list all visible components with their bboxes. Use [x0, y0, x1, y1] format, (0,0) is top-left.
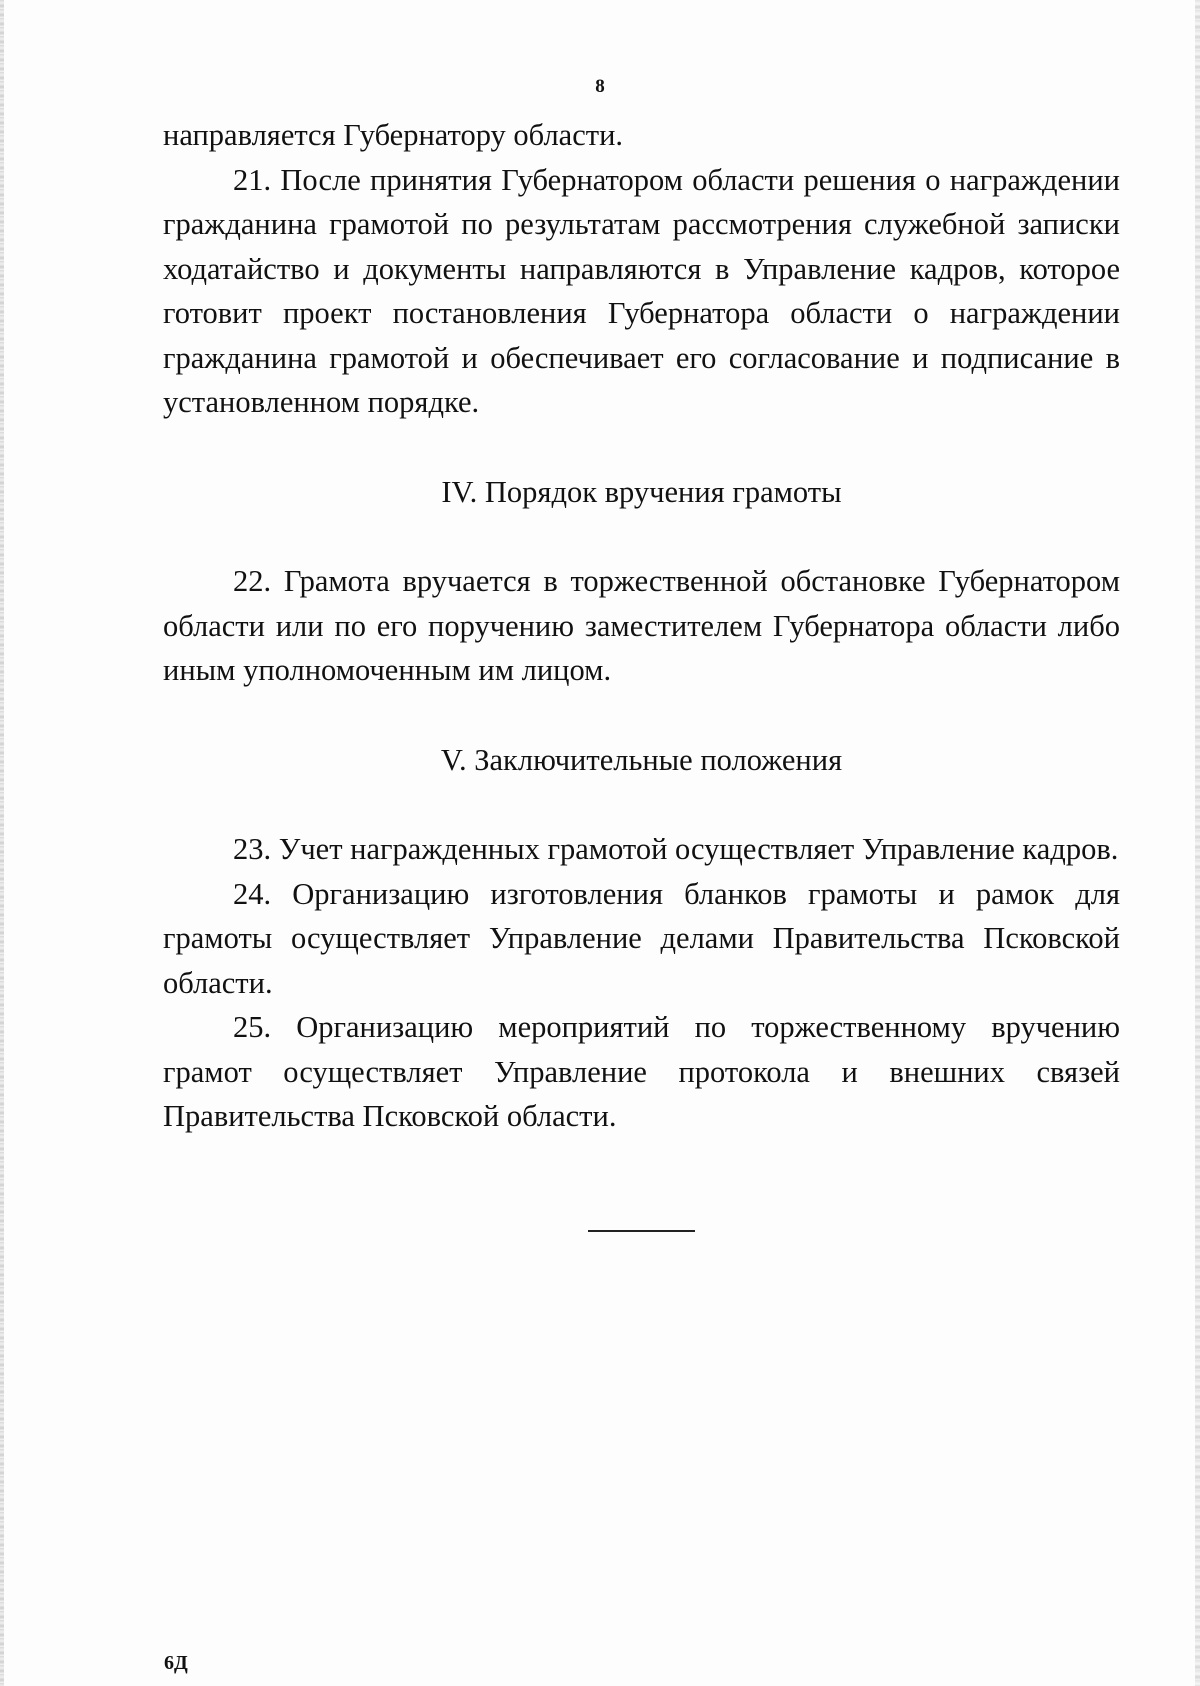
document-body	[163, 113, 1120, 1139]
paragraph-continuation: направляется Губернатору области.	[163, 118, 624, 152]
paragraph-24: 24. Организацию изготовления бланков грамоты и рамок для грамоты осуществляет Управление делами Правительства Псковской области.	[163, 876, 1120, 1000]
scan-edge-left	[0, 0, 4, 1686]
paragraph-22: 22. Грамота вручается в торжественной обстановке Губернатором области или по его поручению заместителем Губернатора области либо иным уполномоченным им лицом.	[163, 564, 1120, 687]
scan-edge-right	[1195, 0, 1200, 1686]
paragraph-23: 23. Учет награжденных грамотой осуществляет Управление кадров.	[233, 832, 1119, 866]
paragraph-25: 25. Организацию мероприятий по торжественному вручению грамот осуществляет Управление протокола и внешних связей Правительства Псковской области.	[163, 1010, 1120, 1133]
footer-code: 6Д	[164, 1652, 188, 1674]
section-heading-v: V. Заключительные положения	[440, 742, 843, 777]
paragraph-21: 21. После принятия Губернатором области решения о награждении гражданина грамотой по результатам рассмотрения служебной записки ходатайство и документы направляются в Управление кадров, которое готовит проект постановления Губернатора области о награждении гражданина грамотой и обеспечивает его согласование и подписание в установленном порядке.	[163, 162, 1120, 419]
page-number: 8	[595, 76, 605, 97]
end-divider-line	[588, 1230, 695, 1232]
section-heading-iv: IV. Порядок вручения грамоты	[441, 474, 842, 509]
